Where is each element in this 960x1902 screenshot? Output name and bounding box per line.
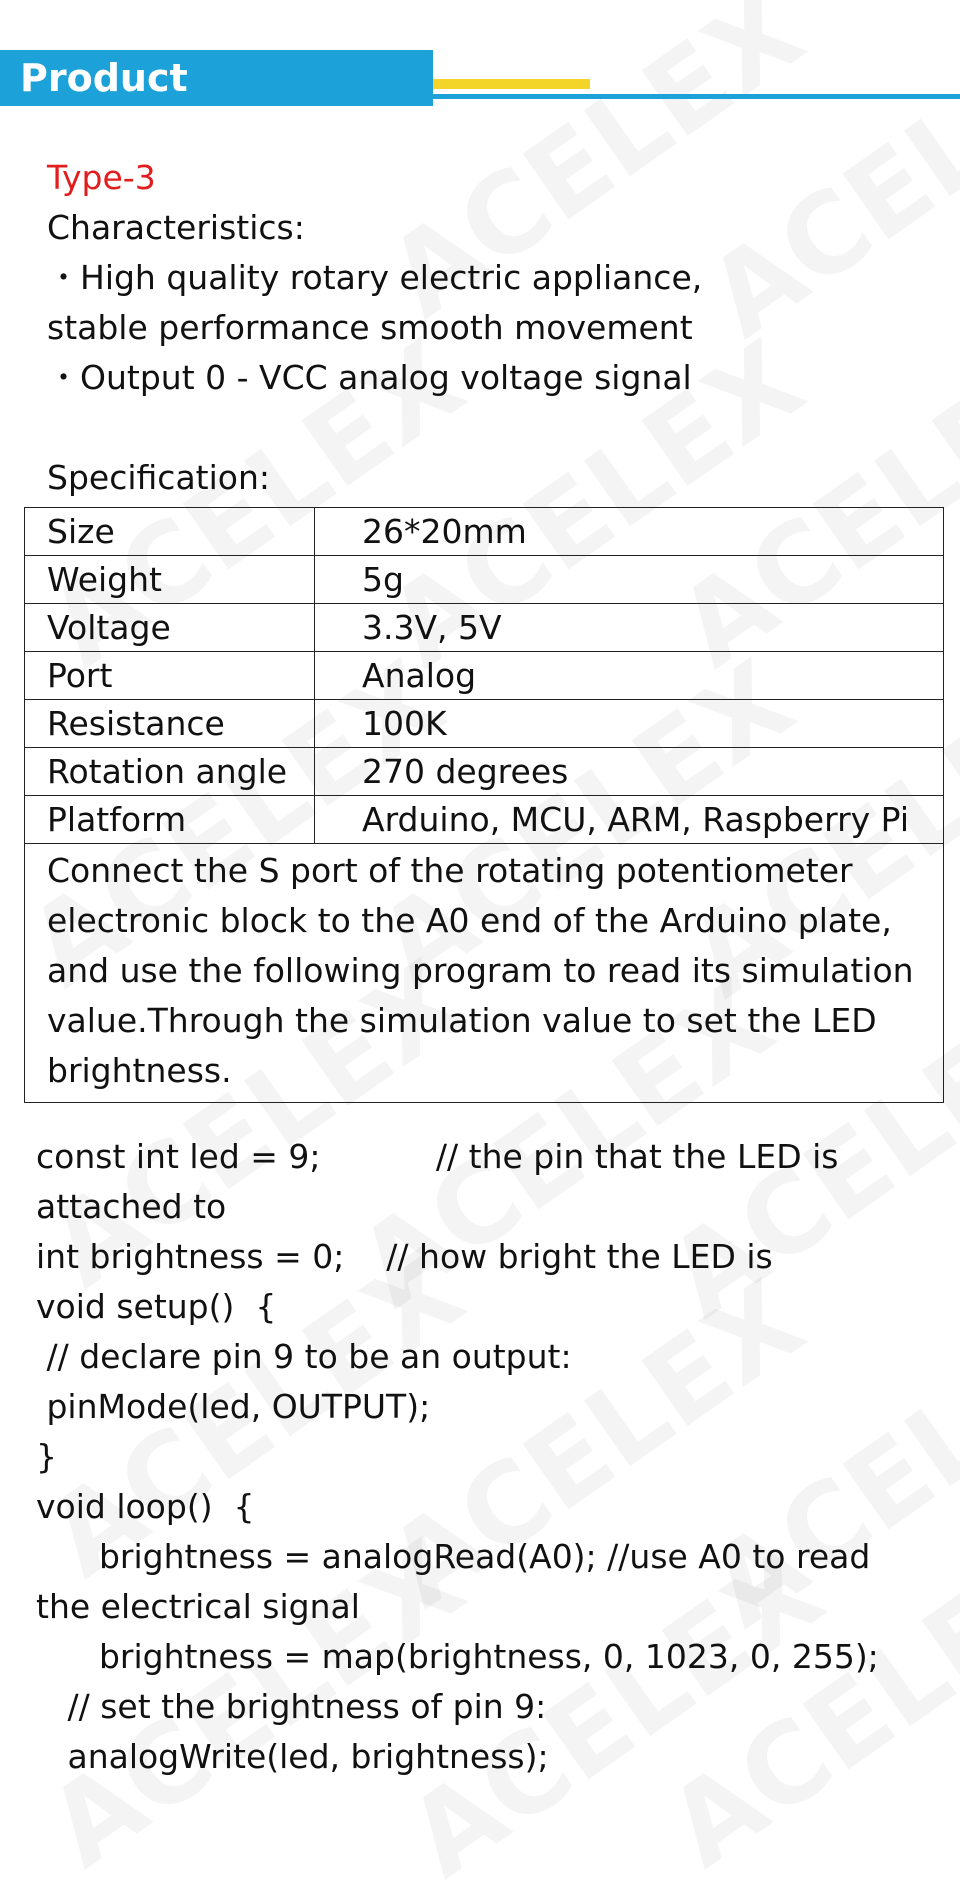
code-line: attached to (36, 1187, 227, 1226)
code-line: pinMode(led, OUTPUT); (36, 1387, 431, 1426)
spec-key: Port (25, 652, 315, 700)
code-line: int brightness = 0; // how bright the LED is (36, 1237, 773, 1276)
spec-key: Voltage (25, 604, 315, 652)
characteristics-heading: Characteristics: (47, 208, 305, 247)
spec-value: 3.3V, 5V (315, 604, 944, 652)
code-block (36, 1132, 879, 1782)
connection-note: Connect the S port of the rotating potentiometer electronic block to the A0 end of the Arduino plate, and use the following program to read its simulation value.Through the simulation value to set the LED brightness. (25, 844, 944, 1103)
code-line: const int led = 9; // the pin that the LED is (36, 1137, 839, 1176)
specification-heading: Specification: (47, 458, 270, 497)
section-title: Product description (0, 50, 433, 106)
table-row (25, 748, 944, 796)
spec-key: Platform (25, 796, 315, 844)
characteristic-line: stable performance smooth movement (47, 308, 693, 347)
table-row (25, 508, 944, 556)
table-row (25, 556, 944, 604)
code-line: // declare pin 9 to be an output: (36, 1337, 572, 1376)
spec-value: 5g (315, 556, 944, 604)
table-row (25, 796, 944, 844)
spec-value: 100K (315, 700, 944, 748)
code-line: analogWrite(led, brightness); (36, 1737, 549, 1776)
code-line: void setup() { (36, 1287, 277, 1326)
spec-key: Rotation angle (25, 748, 315, 796)
table-row (25, 700, 944, 748)
code-line: brightness = analogRead(A0); //use A0 to read (36, 1537, 871, 1576)
code-line: } (36, 1437, 57, 1476)
table-row (25, 844, 944, 1103)
spec-value: Arduino, MCU, ARM, Raspberry Pi (315, 796, 944, 844)
characteristic-line: ・High quality rotary electric appliance, (47, 258, 703, 297)
characteristic-line: ・Output 0 - VCC analog voltage signal (47, 358, 692, 397)
table-row (25, 604, 944, 652)
spec-value: Analog (315, 652, 944, 700)
specification-table (24, 507, 944, 1103)
spec-key: Resistance (25, 700, 315, 748)
spec-value: 26*20mm (315, 508, 944, 556)
code-line: the electrical signal (36, 1587, 360, 1626)
section-header (0, 50, 960, 156)
spec-key: Weight (25, 556, 315, 604)
code-line: brightness = map(brightness, 0, 1023, 0, 255); (36, 1637, 879, 1676)
table-row (25, 652, 944, 700)
type-label: Type-3 (47, 158, 156, 197)
spec-key: Size (25, 508, 315, 556)
code-line: // set the brightness of pin 9: (36, 1687, 547, 1726)
spec-value: 270 degrees (315, 748, 944, 796)
header-underline (433, 94, 960, 99)
header-accent-bar (433, 79, 590, 89)
code-line: void loop() { (36, 1487, 255, 1526)
